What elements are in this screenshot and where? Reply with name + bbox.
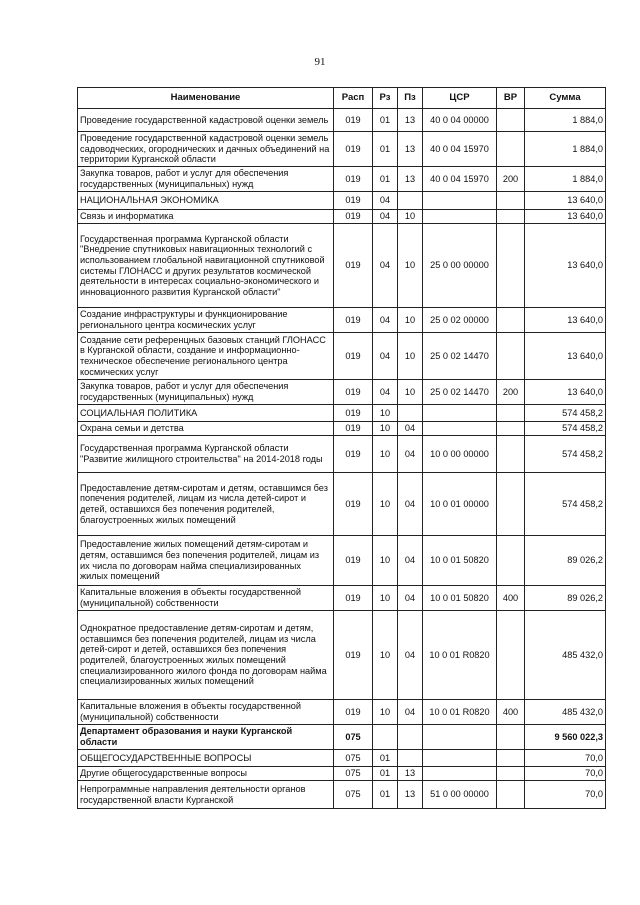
row-sum: 89 026,2 bbox=[525, 586, 606, 611]
row-sum: 89 026,2 bbox=[525, 536, 606, 586]
row-csr bbox=[423, 750, 497, 767]
row-name: Охрана семьи и детства bbox=[78, 422, 334, 436]
row-pz: 10 bbox=[398, 333, 423, 380]
row-sum: 13 640,0 bbox=[525, 333, 606, 380]
row-rasp: 019 bbox=[334, 167, 373, 192]
row-pz: 13 bbox=[398, 109, 423, 132]
table-row bbox=[78, 586, 606, 611]
row-sum: 1 884,0 bbox=[525, 132, 606, 167]
row-rasp: 019 bbox=[334, 422, 373, 436]
row-name: Государственная программа Курганской области "Развитие жилищного строительства" на 2014-2018 годы bbox=[78, 436, 334, 473]
table-row bbox=[78, 109, 606, 132]
table-row bbox=[78, 333, 606, 380]
row-sum: 485 432,0 bbox=[525, 700, 606, 725]
row-pz bbox=[398, 750, 423, 767]
table-row bbox=[78, 781, 606, 809]
row-sum: 1 884,0 bbox=[525, 167, 606, 192]
row-rz: 04 bbox=[373, 308, 398, 333]
row-pz: 10 bbox=[398, 380, 423, 405]
table-row bbox=[78, 767, 606, 781]
row-name: ОБЩЕГОСУДАРСТВЕННЫЕ ВОПРОСЫ bbox=[78, 750, 334, 767]
row-rasp: 019 bbox=[334, 210, 373, 224]
row-sum: 13 640,0 bbox=[525, 224, 606, 308]
header-sum: Сумма bbox=[525, 88, 606, 109]
row-csr: 51 0 00 00000 bbox=[423, 781, 497, 809]
row-csr: 10 0 01 50820 bbox=[423, 586, 497, 611]
table-row bbox=[78, 224, 606, 308]
row-rz: 04 bbox=[373, 192, 398, 210]
row-pz: 13 bbox=[398, 781, 423, 809]
row-rasp: 019 bbox=[334, 436, 373, 473]
row-name: Создание сети референцных базовых станций ГЛОНАСС в Курганской области, создание и информационно-техническое обеспечение регионального центра космических услуг bbox=[78, 333, 334, 380]
row-sum: 70,0 bbox=[525, 781, 606, 809]
row-vr bbox=[497, 192, 525, 210]
row-rz: 04 bbox=[373, 210, 398, 224]
row-rz: 10 bbox=[373, 473, 398, 536]
row-pz: 13 bbox=[398, 767, 423, 781]
row-vr bbox=[497, 333, 525, 380]
row-csr: 10 0 01 R0820 bbox=[423, 611, 497, 700]
row-rz: 10 bbox=[373, 405, 398, 422]
row-pz: 10 bbox=[398, 210, 423, 224]
row-vr: 200 bbox=[497, 167, 525, 192]
row-sum: 13 640,0 bbox=[525, 210, 606, 224]
row-sum: 70,0 bbox=[525, 750, 606, 767]
row-csr: 40 0 04 15970 bbox=[423, 167, 497, 192]
row-vr: 200 bbox=[497, 380, 525, 405]
row-name: Капитальные вложения в объекты государственной (муниципальной) собственности bbox=[78, 700, 334, 725]
row-rasp: 019 bbox=[334, 333, 373, 380]
row-vr: 400 bbox=[497, 586, 525, 611]
row-vr: 400 bbox=[497, 700, 525, 725]
row-rasp: 019 bbox=[334, 700, 373, 725]
row-rz: 10 bbox=[373, 700, 398, 725]
row-rasp: 019 bbox=[334, 536, 373, 586]
row-rz: 10 bbox=[373, 436, 398, 473]
row-rasp: 019 bbox=[334, 611, 373, 700]
row-pz: 10 bbox=[398, 308, 423, 333]
table-row bbox=[78, 725, 606, 750]
row-pz: 04 bbox=[398, 536, 423, 586]
row-name: Однократное предоставление детям-сиротам и детям, оставшимся без попечения родителей, лицам из числа детей-сирот и детей, оставшихся без попечения родителей, благоустроенных жилых помещений специализированного жилого фонда по договорам найма специализированных жилых помещений bbox=[78, 611, 334, 700]
row-rz: 10 bbox=[373, 422, 398, 436]
row-vr bbox=[497, 422, 525, 436]
row-pz: 04 bbox=[398, 611, 423, 700]
row-pz: 13 bbox=[398, 132, 423, 167]
table-row bbox=[78, 132, 606, 167]
row-rz: 01 bbox=[373, 132, 398, 167]
row-name: Другие общегосударственные вопросы bbox=[78, 767, 334, 781]
row-name: Проведение государственной кадастровой оценки земель bbox=[78, 109, 334, 132]
row-rasp: 019 bbox=[334, 224, 373, 308]
row-name: Предоставление детям-сиротам и детям, оставшимся без попечения родителей, лицам из числа детей-сирот и детей, оставшихся без попечения родителей, благоустроенных жилых помещений bbox=[78, 473, 334, 536]
row-csr: 25 0 00 00000 bbox=[423, 224, 497, 308]
row-rasp: 075 bbox=[334, 725, 373, 750]
row-name: Департамент образования и науки Курганской области bbox=[78, 725, 334, 750]
table-row bbox=[78, 167, 606, 192]
row-rz: 10 bbox=[373, 611, 398, 700]
table-row bbox=[78, 308, 606, 333]
row-pz: 13 bbox=[398, 167, 423, 192]
row-name: Государственная программа Курганской области "Внедрение спутниковых навигационных технологий с использованием глобальной навигационной спутниковой системы ГЛОНАСС и других результатов космической деятельности в интересах социально-экономического и инновационного развития Курганской области" bbox=[78, 224, 334, 308]
header-pz: Пз bbox=[398, 88, 423, 109]
row-vr bbox=[497, 109, 525, 132]
row-sum: 9 560 022,3 bbox=[525, 725, 606, 750]
row-vr bbox=[497, 473, 525, 536]
row-name: Создание инфраструктуры и функционирование регионального центра космических услуг bbox=[78, 308, 334, 333]
table-row bbox=[78, 700, 606, 725]
row-pz bbox=[398, 725, 423, 750]
row-csr: 40 0 04 15970 bbox=[423, 132, 497, 167]
row-csr: 10 0 01 00000 bbox=[423, 473, 497, 536]
row-vr bbox=[497, 210, 525, 224]
row-csr bbox=[423, 405, 497, 422]
row-vr bbox=[497, 436, 525, 473]
row-rasp: 019 bbox=[334, 405, 373, 422]
row-pz bbox=[398, 192, 423, 210]
row-rz: 01 bbox=[373, 781, 398, 809]
row-csr: 25 0 02 14470 bbox=[423, 380, 497, 405]
row-name: СОЦИАЛЬНАЯ ПОЛИТИКА bbox=[78, 405, 334, 422]
row-sum: 485 432,0 bbox=[525, 611, 606, 700]
row-vr bbox=[497, 611, 525, 700]
row-rasp: 019 bbox=[334, 380, 373, 405]
row-sum: 574 458,2 bbox=[525, 436, 606, 473]
row-csr bbox=[423, 725, 497, 750]
row-vr bbox=[497, 308, 525, 333]
table-row bbox=[78, 611, 606, 700]
row-csr bbox=[423, 767, 497, 781]
header-csr: ЦСР bbox=[423, 88, 497, 109]
row-rz: 01 bbox=[373, 167, 398, 192]
row-sum: 1 884,0 bbox=[525, 109, 606, 132]
row-rasp: 019 bbox=[334, 473, 373, 536]
row-sum: 13 640,0 bbox=[525, 308, 606, 333]
row-csr bbox=[423, 210, 497, 224]
row-csr: 25 0 02 14470 bbox=[423, 333, 497, 380]
budget-table bbox=[77, 87, 606, 809]
row-rz bbox=[373, 725, 398, 750]
table-row bbox=[78, 750, 606, 767]
header-name: Наименование bbox=[78, 88, 334, 109]
row-vr bbox=[497, 767, 525, 781]
row-rz: 04 bbox=[373, 224, 398, 308]
row-name: Непрограммные направления деятельности органов государственной власти Курганской bbox=[78, 781, 334, 809]
row-pz bbox=[398, 405, 423, 422]
row-pz: 04 bbox=[398, 473, 423, 536]
row-rasp: 019 bbox=[334, 109, 373, 132]
row-sum: 574 458,2 bbox=[525, 405, 606, 422]
row-sum: 13 640,0 bbox=[525, 192, 606, 210]
row-csr bbox=[423, 192, 497, 210]
row-csr: 10 0 01 R0820 bbox=[423, 700, 497, 725]
header-vr: ВР bbox=[497, 88, 525, 109]
row-name: Связь и информатика bbox=[78, 210, 334, 224]
row-name: НАЦИОНАЛЬНАЯ ЭКОНОМИКА bbox=[78, 192, 334, 210]
row-csr: 25 0 02 00000 bbox=[423, 308, 497, 333]
row-rasp: 075 bbox=[334, 781, 373, 809]
row-sum: 70,0 bbox=[525, 767, 606, 781]
table-row bbox=[78, 422, 606, 436]
row-csr: 40 0 04 00000 bbox=[423, 109, 497, 132]
table-row bbox=[78, 405, 606, 422]
row-rz: 01 bbox=[373, 767, 398, 781]
row-rz: 04 bbox=[373, 380, 398, 405]
row-pz: 04 bbox=[398, 422, 423, 436]
row-pz: 04 bbox=[398, 436, 423, 473]
row-name: Предоставление жилых помещений детям-сиротам и детям, оставшимся без попечения родителей, лицам из их числа по договорам найма специализированных жилых помещений bbox=[78, 536, 334, 586]
row-name: Проведение государственной кадастровой оценки земель садоводческих, огороднических и дачных объединений на территории Курганской области bbox=[78, 132, 334, 167]
table-row bbox=[78, 192, 606, 210]
row-csr: 10 0 01 50820 bbox=[423, 536, 497, 586]
header-rz: Рз bbox=[373, 88, 398, 109]
row-sum: 574 458,2 bbox=[525, 422, 606, 436]
row-rasp: 019 bbox=[334, 192, 373, 210]
page-number: 91 bbox=[314, 56, 326, 68]
row-rz: 01 bbox=[373, 109, 398, 132]
row-vr bbox=[497, 224, 525, 308]
row-vr bbox=[497, 750, 525, 767]
row-rasp: 075 bbox=[334, 767, 373, 781]
row-name: Капитальные вложения в объекты государственной (муниципальной) собственности bbox=[78, 586, 334, 611]
row-pz: 04 bbox=[398, 700, 423, 725]
row-rz: 04 bbox=[373, 333, 398, 380]
row-vr bbox=[497, 725, 525, 750]
row-pz: 04 bbox=[398, 586, 423, 611]
row-rz: 01 bbox=[373, 750, 398, 767]
row-pz: 10 bbox=[398, 224, 423, 308]
row-vr bbox=[497, 536, 525, 586]
header-row bbox=[78, 88, 606, 109]
row-rasp: 019 bbox=[334, 308, 373, 333]
row-vr bbox=[497, 405, 525, 422]
row-csr bbox=[423, 422, 497, 436]
row-csr: 10 0 00 00000 bbox=[423, 436, 497, 473]
table-row bbox=[78, 436, 606, 473]
table-row bbox=[78, 536, 606, 586]
row-sum: 13 640,0 bbox=[525, 380, 606, 405]
header-rasp: Расп bbox=[334, 88, 373, 109]
row-name: Закупка товаров, работ и услуг для обеспечения государственных (муниципальных) нужд bbox=[78, 167, 334, 192]
row-rz: 10 bbox=[373, 586, 398, 611]
row-vr bbox=[497, 781, 525, 809]
table-row bbox=[78, 210, 606, 224]
table-row bbox=[78, 473, 606, 536]
row-rasp: 019 bbox=[334, 132, 373, 167]
row-name: Закупка товаров, работ и услуг для обеспечения государственных (муниципальных) нужд bbox=[78, 380, 334, 405]
row-rasp: 019 bbox=[334, 586, 373, 611]
row-sum: 574 458,2 bbox=[525, 473, 606, 536]
table-row bbox=[78, 380, 606, 405]
row-rasp: 075 bbox=[334, 750, 373, 767]
row-rz: 10 bbox=[373, 536, 398, 586]
row-vr bbox=[497, 132, 525, 167]
